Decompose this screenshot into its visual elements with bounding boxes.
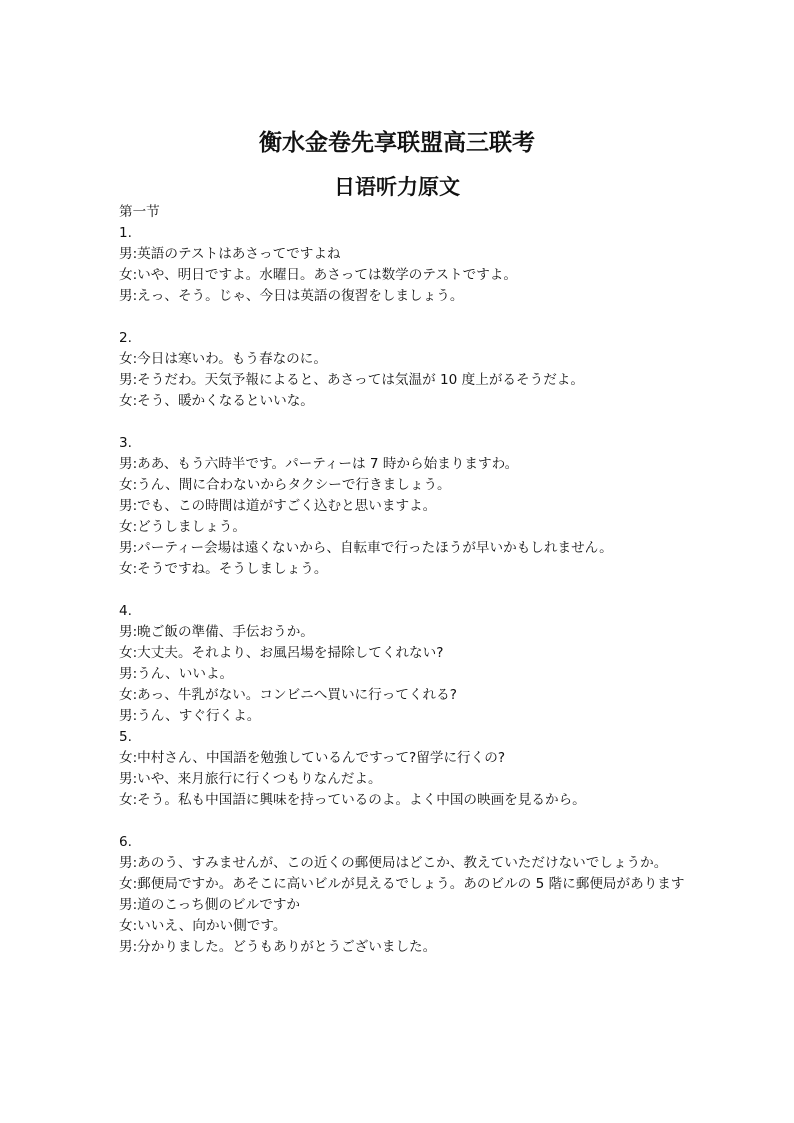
dialogue-number: 2.	[119, 330, 132, 346]
dialogue-line: 女:中村さん、中国語を勉強しているんですって?留学に行くの?	[119, 750, 506, 766]
dialogue-line: 女:うん、間に合わないからタクシーで行きましょう。	[119, 477, 451, 493]
dialogue-line: 男:晩ご飯の準備、手伝おうか。	[119, 624, 314, 640]
dialogue-line: 男:そうだわ。天気予報によると、あさっては気温が 10 度上がるそうだよ。	[119, 372, 584, 388]
dialogue-line: 男:えっ、そう。じゃ、今日は英語の復習をしましょう。	[119, 288, 464, 304]
dialogue-number: 6.	[119, 834, 132, 850]
spacer	[119, 412, 699, 433]
dialogue-line: 女:いや、明日ですよ。水曜日。あさっては数学のテストですよ。	[119, 267, 517, 283]
dialogue-number: 3.	[119, 435, 132, 451]
dialogue-line: 男:うん、いいよ。	[119, 666, 234, 682]
document-subtitle: 日语听力原文	[334, 174, 460, 199]
dialogue-number: 4.	[119, 603, 132, 619]
dialogue-line: 女:郵便局ですか。あそこに高いビルが見えるでしょう。あのビルの 5 階に郵便局があります	[119, 876, 685, 892]
dialogue-line: 男:あのう、すみませんが、この近くの郵便局はどこか、教えていただけないでしょうか。	[119, 855, 668, 871]
dialogue-number: 1.	[119, 225, 132, 241]
dialogue-line: 女:そうですね。そうしましょう。	[119, 561, 328, 577]
dialogue-line: 男:うん、すぐ行くよ。	[119, 708, 261, 724]
dialogue-number: 5.	[119, 729, 132, 745]
dialogue-line: 女:今日は寒いわ。もう春なのに。	[119, 351, 327, 367]
spacer	[119, 580, 699, 601]
dialogue-line: 女:いいえ、向かい側です。	[119, 918, 287, 934]
dialogue-line: 男:いや、来月旅行に行くつもりなんだよ。	[119, 771, 382, 787]
spacer	[119, 811, 699, 832]
transcript-body	[119, 202, 699, 958]
dialogue-line: 女:大丈夫。それより、お風呂場を掃除してくれない?	[119, 645, 444, 661]
dialogue-line: 男:道のこっち側のビルですか	[119, 897, 301, 913]
spacer	[119, 307, 699, 328]
dialogue-line: 男:英語のテストはあさってですよね	[119, 246, 341, 262]
section-heading: 第一节	[119, 204, 160, 220]
dialogue-line: 女:そう。私も中国語に興味を持っているのよ。よく中国の映画を見るから。	[119, 792, 586, 808]
dialogue-line: 男:分かりました。どうもありがとうございました。	[119, 939, 437, 955]
dialogue-line: 女:どうしましょう。	[119, 519, 246, 535]
dialogue-line: 女:あっ、牛乳がない。コンビニへ買いに行ってくれる?	[119, 687, 457, 703]
document-title: 衡水金卷先享联盟高三联考	[259, 129, 535, 156]
dialogue-line: 男:ああ、もう六時半です。パーティーは 7 時から始まりますわ。	[119, 456, 519, 472]
dialogue-line: 女:そう、暖かくなるといいな。	[119, 393, 314, 409]
dialogue-line: 男:パーティー会場は遠くないから、自転車で行ったほうが早いかもしれません。	[119, 540, 613, 556]
dialogue-line: 男:でも、この時間は道がすごく込むと思いますよ。	[119, 498, 437, 514]
